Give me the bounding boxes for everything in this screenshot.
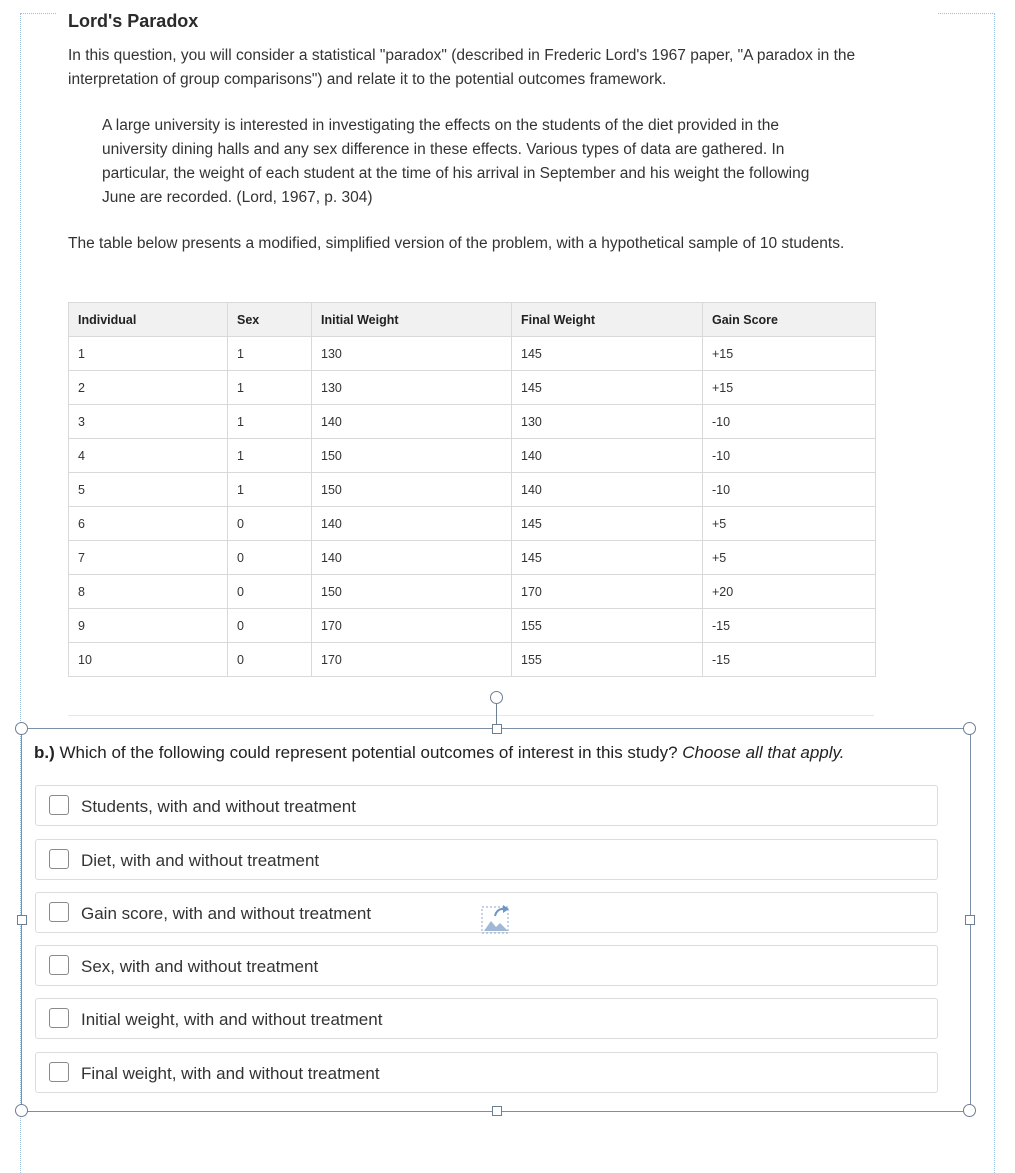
option-initial-weight[interactable]	[35, 998, 938, 1039]
table-cell: 140	[312, 507, 512, 541]
table-row	[69, 609, 876, 643]
table-cell: 155	[512, 643, 703, 677]
rotate-handle-line	[496, 704, 497, 726]
table-cell: 170	[312, 609, 512, 643]
table-cell: 145	[512, 371, 703, 405]
table-row	[69, 405, 876, 439]
intro-paragraph: In this question, you will consider a statistical "paradox" (described in Frederic Lord's 1967 paper, "A paradox in the interpretation of group comparisons") and relate it to the potential outcomes framework.	[68, 47, 856, 88]
table-cell: 140	[312, 405, 512, 439]
resize-handle-bottom-right[interactable]	[963, 1104, 976, 1117]
table-cell: 8	[69, 575, 228, 609]
table-cell: 140	[312, 541, 512, 575]
question-text	[34, 742, 845, 764]
image-move-icon[interactable]	[481, 904, 511, 934]
option-sex[interactable]	[35, 945, 938, 986]
table-cell: 150	[312, 575, 512, 609]
table-cell: 3	[69, 405, 228, 439]
resize-handle-bottom-left[interactable]	[15, 1104, 28, 1117]
table-cell: 155	[512, 609, 703, 643]
table-row	[69, 371, 876, 405]
table-row	[69, 507, 876, 541]
table-cell: 4	[69, 439, 228, 473]
table-cell: +20	[703, 575, 876, 609]
question-prefix: b.)	[34, 743, 55, 762]
table-row	[69, 643, 876, 677]
block-quote: A large university is interested in investigating the effects on the students of the diet provided in the university dining halls and any sex difference in these effects. Various types of data are gathered. In particular, the weight of each student at the time of his arrival in September and his weight the following June are recorded. (Lord, 1967, p. 304)	[102, 117, 810, 206]
table-header-cell: Final Weight	[512, 303, 703, 337]
option-final-weight[interactable]	[35, 1052, 938, 1093]
option-label: Gain score, with and without treatment	[81, 904, 372, 923]
table-cell: 1	[228, 371, 312, 405]
table-cell: 0	[228, 609, 312, 643]
table-cell: +5	[703, 541, 876, 575]
table-cell: 170	[312, 643, 512, 677]
table-cell: 1	[69, 337, 228, 371]
table-cell: -10	[703, 473, 876, 507]
checkbox[interactable]	[49, 902, 69, 922]
question-body: Which of the following could represent potential outcomes of interest in this study?	[59, 743, 678, 762]
table-cell: 10	[69, 643, 228, 677]
table-cell: +5	[703, 507, 876, 541]
question-instruction: Choose all that apply.	[682, 743, 845, 762]
table-cell: 130	[312, 371, 512, 405]
resize-handle-top-left[interactable]	[15, 722, 28, 735]
table-row	[69, 575, 876, 609]
frame-top-right	[938, 13, 995, 14]
table-cell: 5	[69, 473, 228, 507]
table-description: The table below presents a modified, simplified version of the problem, with a hypothetical sample of 10 students.	[68, 235, 845, 252]
table-row	[69, 439, 876, 473]
page-title: Lord's Paradox	[68, 11, 199, 31]
option-diet[interactable]	[35, 839, 938, 880]
table-cell: 1	[228, 405, 312, 439]
checkbox[interactable]	[49, 955, 69, 975]
table-cell: 150	[312, 439, 512, 473]
table-cell: 130	[312, 337, 512, 371]
table-cell: 145	[512, 541, 703, 575]
resize-handle-top[interactable]	[492, 724, 502, 734]
checkbox[interactable]	[49, 849, 69, 869]
table-cell: 0	[228, 575, 312, 609]
table-cell: 0	[228, 643, 312, 677]
table-cell: 140	[512, 439, 703, 473]
checkbox[interactable]	[49, 1062, 69, 1082]
table-cell: 140	[512, 473, 703, 507]
table-cell: -10	[703, 439, 876, 473]
resize-handle-right[interactable]	[965, 915, 975, 925]
table-header-cell: Gain Score	[703, 303, 876, 337]
table-header-cell: Sex	[228, 303, 312, 337]
table-row	[69, 337, 876, 371]
table-row	[69, 541, 876, 575]
table-cell: 150	[312, 473, 512, 507]
table-cell: 7	[69, 541, 228, 575]
table-cell: 9	[69, 609, 228, 643]
resize-handle-bottom[interactable]	[492, 1106, 502, 1116]
table-header-cell: Initial Weight	[312, 303, 512, 337]
option-label: Final weight, with and without treatment	[81, 1064, 380, 1083]
option-label: Diet, with and without treatment	[81, 851, 320, 870]
table-cell: -15	[703, 643, 876, 677]
resize-handle-left[interactable]	[17, 915, 27, 925]
table-cell: +15	[703, 371, 876, 405]
option-label: Students, with and without treatment	[81, 797, 356, 816]
table-cell: 145	[512, 507, 703, 541]
passage	[68, 8, 874, 256]
table-cell: 170	[512, 575, 703, 609]
table-cell: +15	[703, 337, 876, 371]
option-label: Sex, with and without treatment	[81, 957, 319, 976]
table-cell: -15	[703, 609, 876, 643]
option-students[interactable]	[35, 785, 938, 826]
data-table	[68, 302, 876, 677]
table-cell: 1	[228, 337, 312, 371]
table-cell: -10	[703, 405, 876, 439]
table-cell: 6	[69, 507, 228, 541]
table-row	[69, 473, 876, 507]
table-cell: 0	[228, 507, 312, 541]
table-cell: 145	[512, 337, 703, 371]
table-cell: 130	[512, 405, 703, 439]
table-header-row	[69, 303, 876, 337]
table-header-cell: Individual	[69, 303, 228, 337]
frame-top-left	[20, 13, 56, 14]
resize-handle-top-right[interactable]	[963, 722, 976, 735]
checkbox[interactable]	[49, 1008, 69, 1028]
table-cell: 2	[69, 371, 228, 405]
table-cell: 1	[228, 439, 312, 473]
option-label: Initial weight, with and without treatment	[81, 1010, 383, 1029]
divider	[68, 715, 874, 716]
rotate-handle[interactable]	[490, 691, 503, 704]
checkbox[interactable]	[49, 795, 69, 815]
table-cell: 0	[228, 541, 312, 575]
frame-right	[994, 14, 995, 1173]
table-cell: 1	[228, 473, 312, 507]
